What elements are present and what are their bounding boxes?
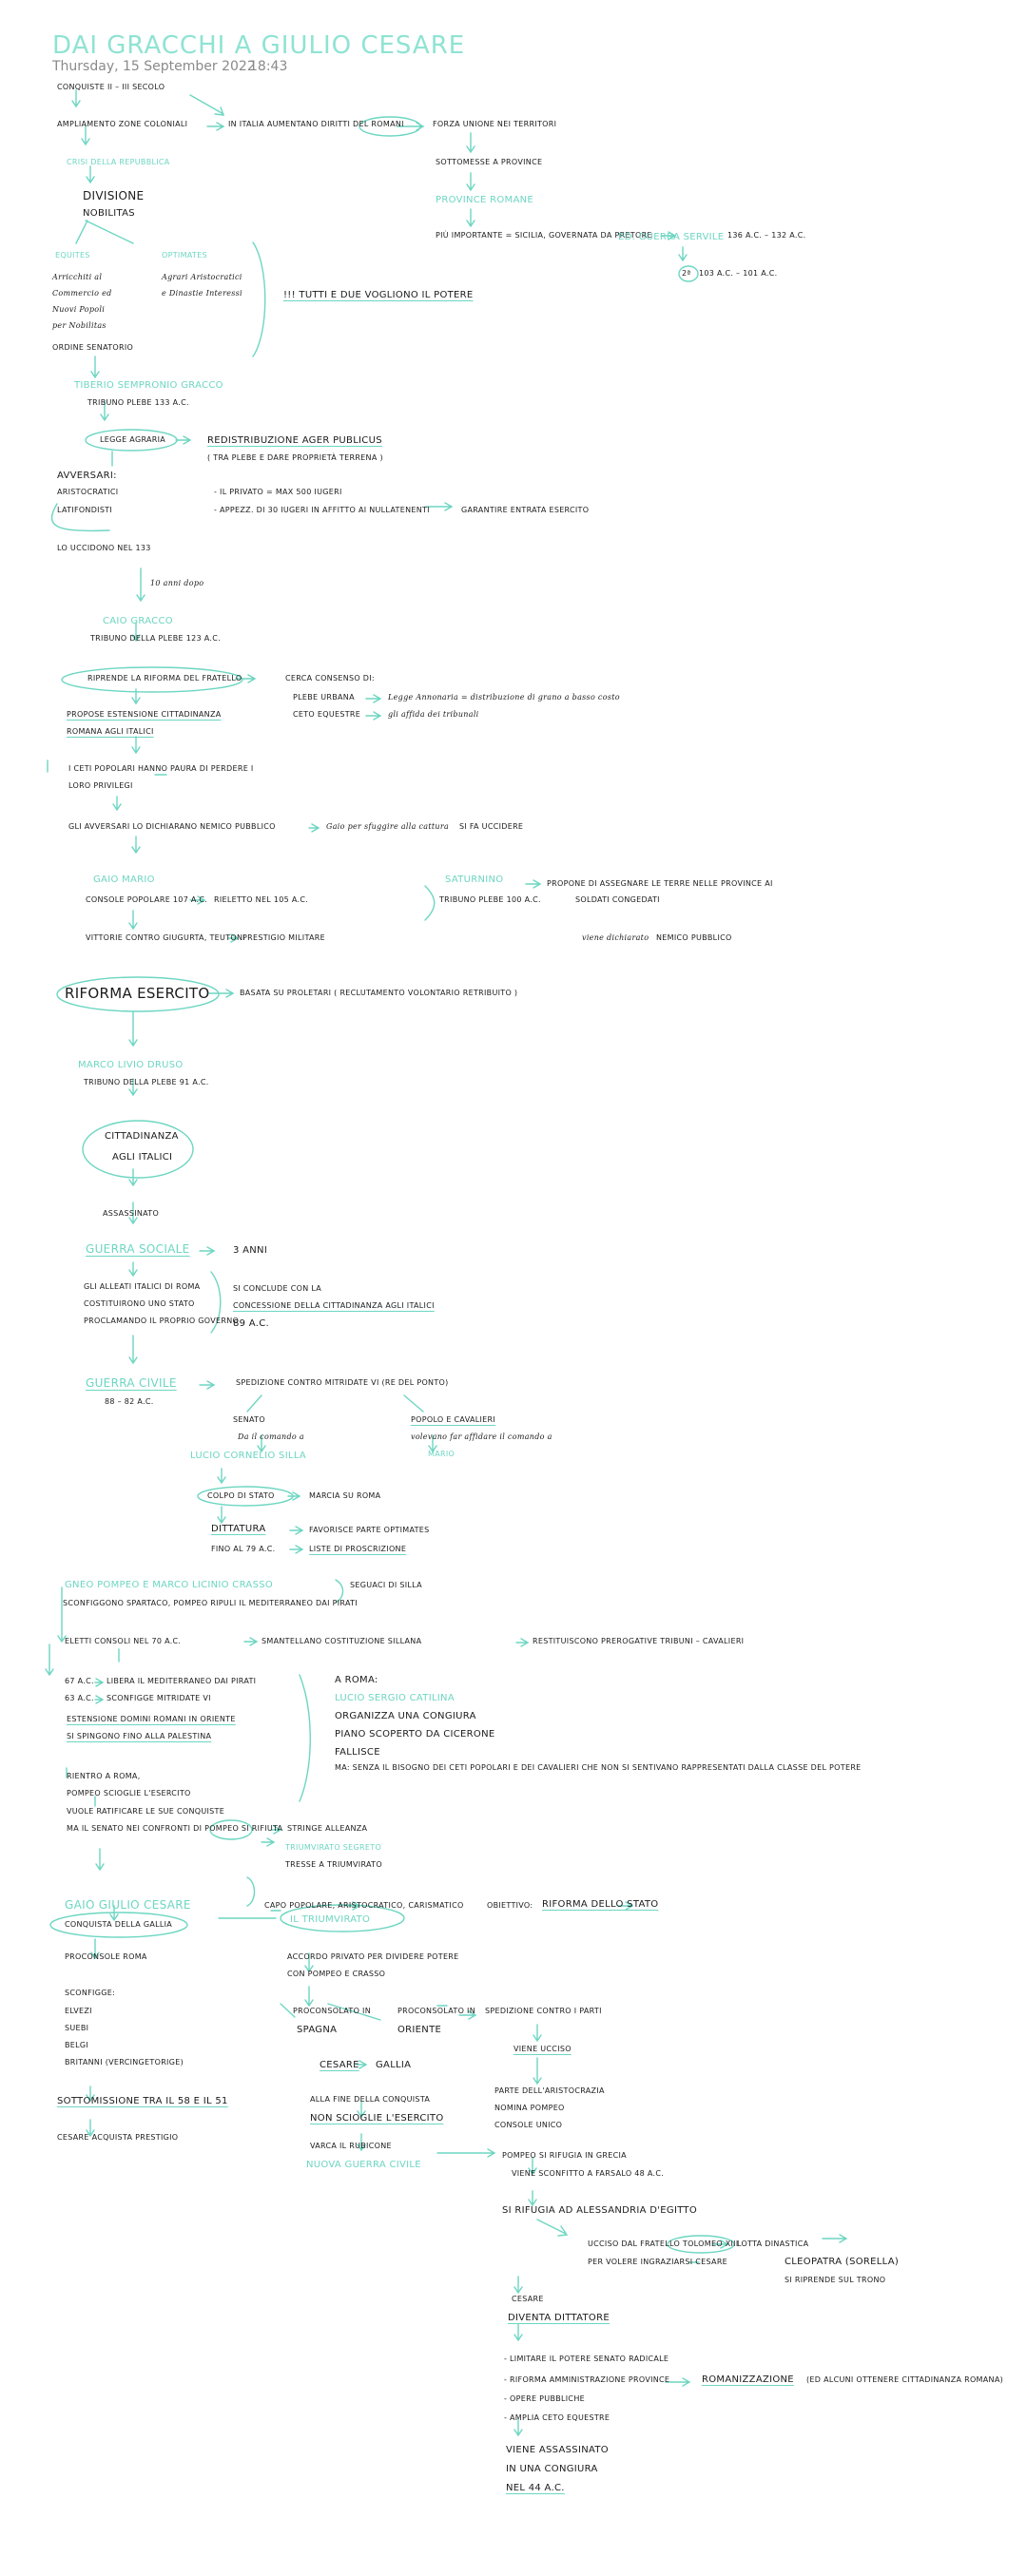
note-69: ASSASSINATO [103, 1209, 160, 1218]
note-121: RIFORMA DELLO STATO [542, 1899, 659, 1910]
note-67: CITTADINANZA [105, 1131, 179, 1142]
note-108: PIANO SCOPERTO DA CICERONE [335, 1729, 495, 1740]
note-81: SENATO [233, 1415, 265, 1424]
note-124: ACCORDO PRIVATO PER DIVIDERE POTERE [287, 1952, 459, 1961]
note-163: - OPERE PUBBLICHE [504, 2394, 585, 2403]
note-27: REDISTRIBUZIONE AGER PUBLICUS [207, 435, 382, 446]
note-96: ELETTI CONSOLI NEL 70 A.C. [65, 1637, 182, 1645]
note-83: Da il comando a [238, 1432, 304, 1441]
note-113: MA IL SENATO NEI CONFRONTI DI POMPEO SI RIFIUTA [67, 1824, 283, 1833]
note-102: SCONFIGGE MITRIDATE VI [107, 1694, 211, 1702]
note-78: GUERRA CIVILE [86, 1376, 177, 1390]
note-46: ROMANA AGLI ITALICI [67, 727, 154, 736]
note-137: VIENE UCCISO [514, 2045, 572, 2053]
note-79: 88 – 82 A.C. [105, 1397, 154, 1406]
note-141: ALLA FINE DELLA CONQUISTA [310, 2095, 431, 2104]
note-75: SI CONCLUDE CON LA [233, 1284, 322, 1293]
note-161: ROMANIZZAZIONE [702, 2374, 794, 2385]
note-144: NOMINA POMPEO [494, 2104, 565, 2112]
note-148: NUOVA GUERRA CIVILE [306, 2160, 421, 2170]
note-155: CLEOPATRA (SORELLA) [785, 2257, 900, 2267]
note-97: SMANTELLANO COSTITUZIONE SILLANA [262, 1637, 422, 1645]
note-9: PIÙ IMPORTANTE = SICILIA, GOVERNATA DA PRETORE [436, 231, 652, 240]
note-43: CETO EQUESTRE [293, 710, 361, 719]
note-138: CESARE [320, 2060, 359, 2070]
note-145: CONSOLE UNICO [494, 2121, 563, 2129]
note-142: NON SCIOGLIE L'ESERCITO [310, 2113, 444, 2124]
note-160: - RIFORMA AMMINISTRAZIONE PROVINCE [504, 2375, 670, 2384]
note-51: SI FA UCCIDERE [459, 822, 524, 831]
note-92: LISTE DI PROSCRIZIONE [309, 1545, 407, 1553]
note-80: SPEDIZIONE CONTRO MITRIDATE VI (RE DEL PONTO) [236, 1378, 449, 1387]
note-109: FALLISCE [335, 1747, 380, 1758]
note-126: CON POMPEO E CRASSO [287, 1970, 386, 1978]
note-162: (ED ALCUNI OTTENERE CITTADINANZA ROMANA) [806, 2375, 1004, 2384]
note-39: RIPRENDE LA RIFORMA DEL FRATELLO [87, 674, 242, 682]
note-100: LIBERA IL MEDITERRANEO DAI PIRATI [107, 1677, 257, 1685]
note-135: ORIENTE [397, 2025, 442, 2035]
note-56: TRIBUNO PLEBE 100 A.C. [439, 895, 541, 904]
note-0: CONQUISTE II – III SECOLO [57, 83, 165, 91]
note-5: SOTTOMESSE A PROVINCE [436, 158, 543, 166]
note-112: VUOLE RATIFICARE LE SUE CONQUISTE [67, 1807, 225, 1816]
note-84: volevano far affidare il comando a [411, 1432, 552, 1441]
note-116: TRIUMVIRATO SEGRETO [285, 1843, 382, 1852]
note-131: BRITANNI (VERCINGETORIGE) [65, 2058, 184, 2067]
note-158: DIVENTA DITTATORE [508, 2313, 610, 2323]
note-38: TRIBUNO DELLA PLEBE 123 A.C. [90, 634, 221, 643]
note-12: Arricchiti al [52, 273, 103, 281]
note-29: AVVERSARI: [57, 471, 117, 481]
note-101: 63 A.C. [65, 1694, 94, 1702]
note-21: 2ª [682, 269, 691, 278]
note-7: NOBILITAS [83, 208, 135, 219]
note-44: gli affida dei tribunali [388, 710, 479, 719]
note-127: SCONFIGGE: [65, 1989, 116, 1997]
note-153: LOTTA DINASTICA [737, 2240, 809, 2248]
note-94: SEGUACI DI SILLA [350, 1581, 422, 1589]
note-11: OPTIMATES [162, 251, 207, 260]
note-8: PROVINCE ROMANE [436, 195, 534, 205]
note-58: SOLDATI CONGEDATI [575, 895, 660, 904]
note-122: CONQUISTA DELLA GALLIA [65, 1920, 173, 1929]
note-76: CONCESSIONE DELLA CITTADINANZA AGLI ITALICI [233, 1301, 435, 1310]
note-68: AGLI ITALICI [112, 1152, 173, 1163]
note-48: LORO PRIVILEGI [68, 781, 133, 790]
note-103: A ROMA: [335, 1675, 378, 1685]
note-166: IN UNA CONGIURA [506, 2464, 598, 2474]
note-26: LEGGE AGRARIA [100, 435, 166, 444]
note-91: FINO AL 79 A.C. [211, 1545, 276, 1553]
note-120: OBIETTIVO: [487, 1901, 533, 1910]
note-118: GAIO GIULIO CESARE [65, 1898, 191, 1912]
note-63: RIFORMA ESERCITO [65, 985, 210, 1002]
note-128: ELVEZI [65, 2007, 92, 2015]
note-70: GUERRA SOCIALE [86, 1242, 190, 1256]
note-146: CESARE ACQUISTA PRESTIGIO [57, 2133, 179, 2142]
note-89: DITTATURA [211, 1524, 266, 1534]
note-32: - IL PRIVATO = MAX 500 IUGERI [214, 488, 342, 496]
note-23: !!! TUTTI E DUE VOGLIONO IL POTERE [283, 290, 474, 300]
note-167: NEL 44 A.C. [506, 2483, 565, 2493]
note-16: ORDINE SENATORIO [52, 343, 134, 352]
note-52: GAIO MARIO [93, 875, 155, 885]
note-86: MARIO [428, 1450, 455, 1458]
note-99: 67 A.C. [65, 1677, 94, 1685]
note-117: TRESSE A TRIUMVIRATO [285, 1860, 382, 1869]
note-105: ORGANIZZA UNA CONGIURA [335, 1711, 476, 1721]
note-62: NEMICO PUBBLICO [656, 933, 732, 942]
note-6: DIVISIONE [83, 189, 145, 202]
note-157: CESARE [512, 2295, 544, 2303]
note-66: TRIBUNO DELLA PLEBE 91 A.C. [84, 1078, 209, 1086]
note-37: CAIO GRACCO [103, 616, 173, 626]
note-150: VIENE SCONFITTO A FARSALO 48 A.C. [512, 2169, 665, 2178]
note-90: FAVORISCE PARTE OPTIMATES [309, 1526, 430, 1534]
note-88: MARCIA SU ROMA [309, 1491, 381, 1500]
note-50: Gaio per sfuggire alla cattura [326, 822, 450, 831]
note-114: STRINGE ALLEANZA [287, 1824, 368, 1833]
note-45: PROPOSE ESTENSIONE CITTADINANZA [67, 710, 222, 719]
note-130: BELGI [65, 2041, 89, 2049]
note-30: ARISTOCRATICI [57, 488, 119, 496]
note-64: BASATA SU PROLETARI ( RECLUTAMENTO VOLONTARIO RETRIBUITO ) [240, 989, 518, 997]
note-140: SOTTOMISSIONE TRA IL 58 E IL 51 [57, 2096, 228, 2106]
note-1: AMPLIAMENTO ZONE COLONIALI [57, 120, 188, 128]
note-72: GLI ALLEATI ITALICI DI ROMA [84, 1282, 201, 1291]
note-110: RIENTRO A ROMA, [67, 1772, 141, 1780]
note-82: POPOLO E CAVALIERI [411, 1415, 496, 1424]
note-165: VIENE ASSASSINATO [506, 2445, 609, 2455]
note-151: SI RIFUGIA AD ALESSANDRIA D'EGITTO [502, 2205, 698, 2216]
note-106: ESTENSIONE DOMINI ROMANI IN ORIENTE [67, 1715, 236, 1723]
note-47: I CETI POPOLARI HANNO PAURA DI PERDERE I [68, 764, 254, 773]
note-15: per Nobilitas [52, 321, 107, 330]
note-95: SCONFIGGONO SPARTACO, POMPEO RIPULI IL MEDITERRANEO DAI PIRATI [63, 1599, 358, 1607]
note-134: PROCONSOLATO IN [397, 2007, 475, 2015]
note-10: EQUITES [55, 251, 90, 260]
note-77: 89 A.C. [233, 1318, 270, 1329]
note-139: GALLIA [376, 2060, 412, 2070]
note-57: PROPONE DI ASSEGNARE LE TERRE NELLE PROVINCE AI [547, 879, 773, 888]
note-42: Legge Annonaria = distribuzione di grano a basso costo [388, 693, 620, 702]
page-title: DAI GRACCHI A GIULIO CESARE [52, 31, 466, 60]
note-71: 3 ANNI [233, 1245, 268, 1256]
note-159: - LIMITARE IL POTERE SENATO RADICALE [504, 2355, 669, 2363]
note-13: Commercio ed [52, 289, 112, 298]
note-55: SATURNINO [445, 875, 504, 885]
note-19: ED. GUERRA SERVILE [618, 232, 725, 242]
note-119: CAPO POPOLARE, ARISTOCRATICO, CARISMATICO [264, 1901, 464, 1910]
note-date: Thursday, 15 September 2022 [52, 59, 256, 74]
note-164: - AMPLIA CETO EQUESTRE [504, 2413, 610, 2422]
note-20: 136 A.C. – 132 A.C. [727, 231, 806, 240]
note-28: ( TRA PLEBE E DARE PROPRIETÀ TERRENA ) [207, 453, 383, 462]
note-time: 18:43 [249, 59, 288, 74]
note-35: LO UCCIDONO NEL 133 [57, 544, 151, 552]
note-74: PROCLAMANDO IL PROPRIO GOVERNO [84, 1317, 240, 1325]
note-132: PROCONSOLATO IN [293, 2007, 371, 2015]
note-87: COLPO DI STATO [207, 1491, 275, 1500]
note-53: CONSOLE POPOLARE 107 A.C. [86, 895, 208, 904]
note-14: Nuovi Popoli [52, 305, 106, 314]
note-123: IL TRIUMVIRATO [290, 1914, 371, 1925]
note-125: PROCONSOLE ROMA [65, 1952, 147, 1961]
note-49: GLI AVVERSARI LO DICHIARANO NEMICO PUBBLICO [68, 822, 276, 831]
note-4: CRISI DELLA REPUBBLICA [67, 158, 170, 166]
note-98: RESTITUISCONO PREROGATIVE TRIBUNI – CAVALIERI [533, 1637, 745, 1645]
note-136: SPEDIZIONE CONTRO I PARTI [485, 2007, 602, 2015]
note-33: - APPEZZ. DI 30 IUGERI IN AFFITTO AI NULLATENENTI [214, 506, 430, 514]
note-149: POMPEO SI RIFUGIA IN GRECIA [502, 2151, 627, 2160]
note-18: e Dinastie Interessi [162, 289, 242, 298]
note-133: SPAGNA [297, 2025, 338, 2035]
note-104: LUCIO SERGIO CATILINA [335, 1693, 455, 1703]
note-156: SI RIPRENDE SUL TRONO [785, 2276, 886, 2284]
note-54: RIELETTO NEL 105 A.C. [214, 895, 309, 904]
note-41: PLEBE URBANA [293, 693, 355, 702]
note-93: GNEO POMPEO E MARCO LICINIO CRASSO [65, 1580, 274, 1590]
note-115: MA: SENZA IL BISOGNO DEI CETI POPOLARI E DEI CAVALIERI CHE NON SI SENTIVANO RAPPRESENTATI DALLA CLASSE DEL POTERE [335, 1763, 862, 1772]
note-152: UCCISO DAL FRATELLO TOLOMEO XIII [588, 2240, 739, 2248]
note-2: IN ITALIA AUMENTANO DIRITTI DEL ROMANI [228, 120, 404, 128]
note-65: MARCO LIVIO DRUSO [78, 1060, 184, 1070]
note-36: 10 anni dopo [150, 579, 204, 587]
note-129: SUEBI [65, 2024, 89, 2032]
note-143: PARTE DELL'ARISTOCRAZIA [494, 2086, 605, 2095]
note-107: SI SPINGONO FINO ALLA PALESTINA [67, 1732, 212, 1740]
note-60: PRESTIGIO MILITARE [242, 933, 325, 942]
note-3: FORZA UNIONE NEI TERRITORI [433, 120, 557, 128]
note-25: TRIBUNO PLEBE 133 A.C. [87, 398, 189, 407]
note-73: COSTITUIRONO UNO STATO [84, 1299, 195, 1308]
note-31: LATIFONDISTI [57, 506, 113, 514]
note-61: viene dichiarato [582, 933, 649, 942]
note-22: 103 A.C. – 101 A.C. [699, 269, 778, 278]
note-59: VITTORIE CONTRO GIUGURTA, TEUTONI [86, 933, 245, 942]
note-24: TIBERIO SEMPRONIO GRACCO [74, 380, 223, 391]
note-147: VARCA IL RUBICONE [310, 2142, 392, 2150]
note-40: CERCA CONSENSO DI: [285, 674, 375, 682]
note-34: GARANTIRE ENTRATA ESERCITO [461, 506, 590, 514]
note-154: PER VOLERE INGRAZIARSI CESARE [588, 2258, 728, 2266]
note-85: LUCIO CORNELIO SILLA [190, 1451, 307, 1461]
note-17: Agrari Aristocratici [162, 273, 242, 281]
note-111: POMPEO SCIOGLIE L'ESERCITO [67, 1789, 191, 1797]
